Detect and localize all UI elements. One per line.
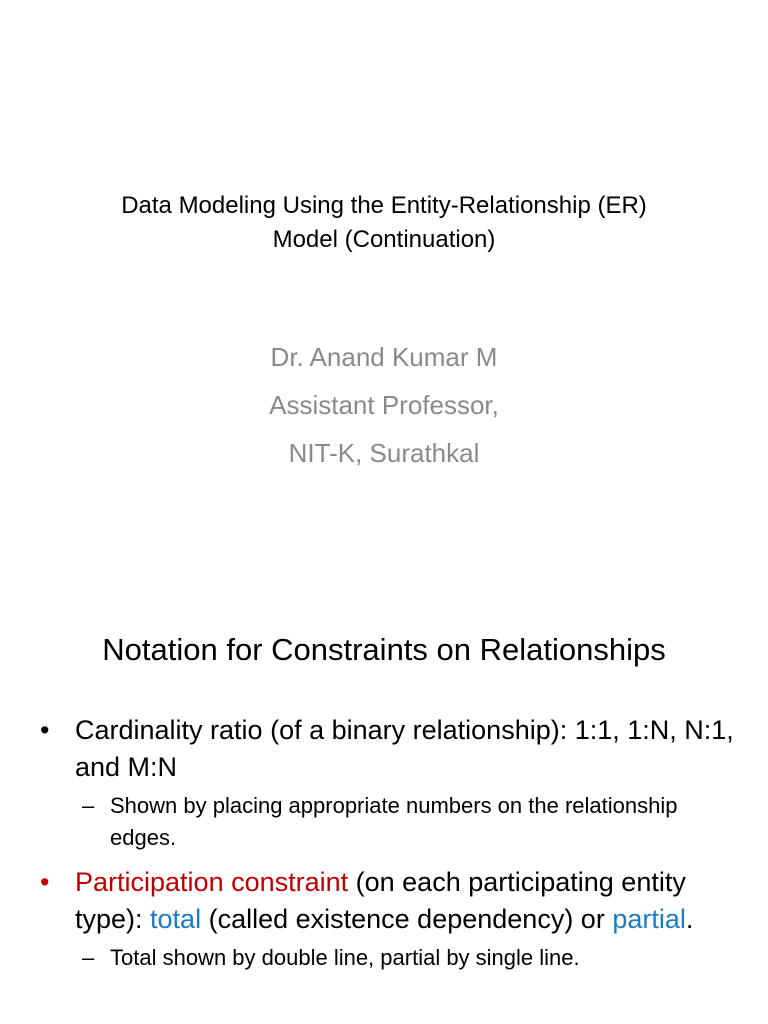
content-slide (0, 576, 768, 1024)
title-line-1: Data Modeling Using the Entity-Relationship (ER) (121, 192, 647, 219)
participation-text-b: (called existence dependency) or (201, 904, 613, 934)
title-line-2: Model (Continuation) (272, 226, 496, 253)
bullet-icon: • (40, 867, 50, 897)
sub-bullet-text: Shown by placing appropriate numbers on the relationship edges. (110, 793, 678, 850)
bullet-list (40, 712, 740, 974)
participation-term: Participation constraint (75, 867, 349, 897)
bullet-text: Cardinality ratio (of a binary relationship): 1:1, 1:N, N:1, and M:N (75, 715, 734, 782)
dash-icon: – (82, 945, 95, 970)
dash-icon: – (82, 793, 95, 818)
sub-bullet-cardinality (40, 790, 740, 854)
author-institution: NIT-K, Surathkal (288, 438, 480, 468)
author-name: Dr. Anand Kumar M (270, 342, 498, 372)
author-block (40, 333, 728, 477)
bullet-participation (40, 864, 740, 938)
bullet-cardinality (40, 712, 740, 786)
participation-text-c: . (685, 904, 694, 934)
partial-term: partial (612, 904, 686, 934)
total-term: total (150, 904, 202, 934)
participation-text-a: (on each participating entity type): (75, 867, 686, 934)
author-position: Assistant Professor, (269, 390, 499, 420)
sub-bullet-text: Total shown by double line, partial by single line. (110, 945, 580, 970)
slide-title (40, 189, 728, 257)
slide-heading: Notation for Constraints on Relationships (102, 632, 666, 667)
sub-bullet-participation (40, 942, 740, 974)
bullet-icon: • (40, 715, 50, 745)
